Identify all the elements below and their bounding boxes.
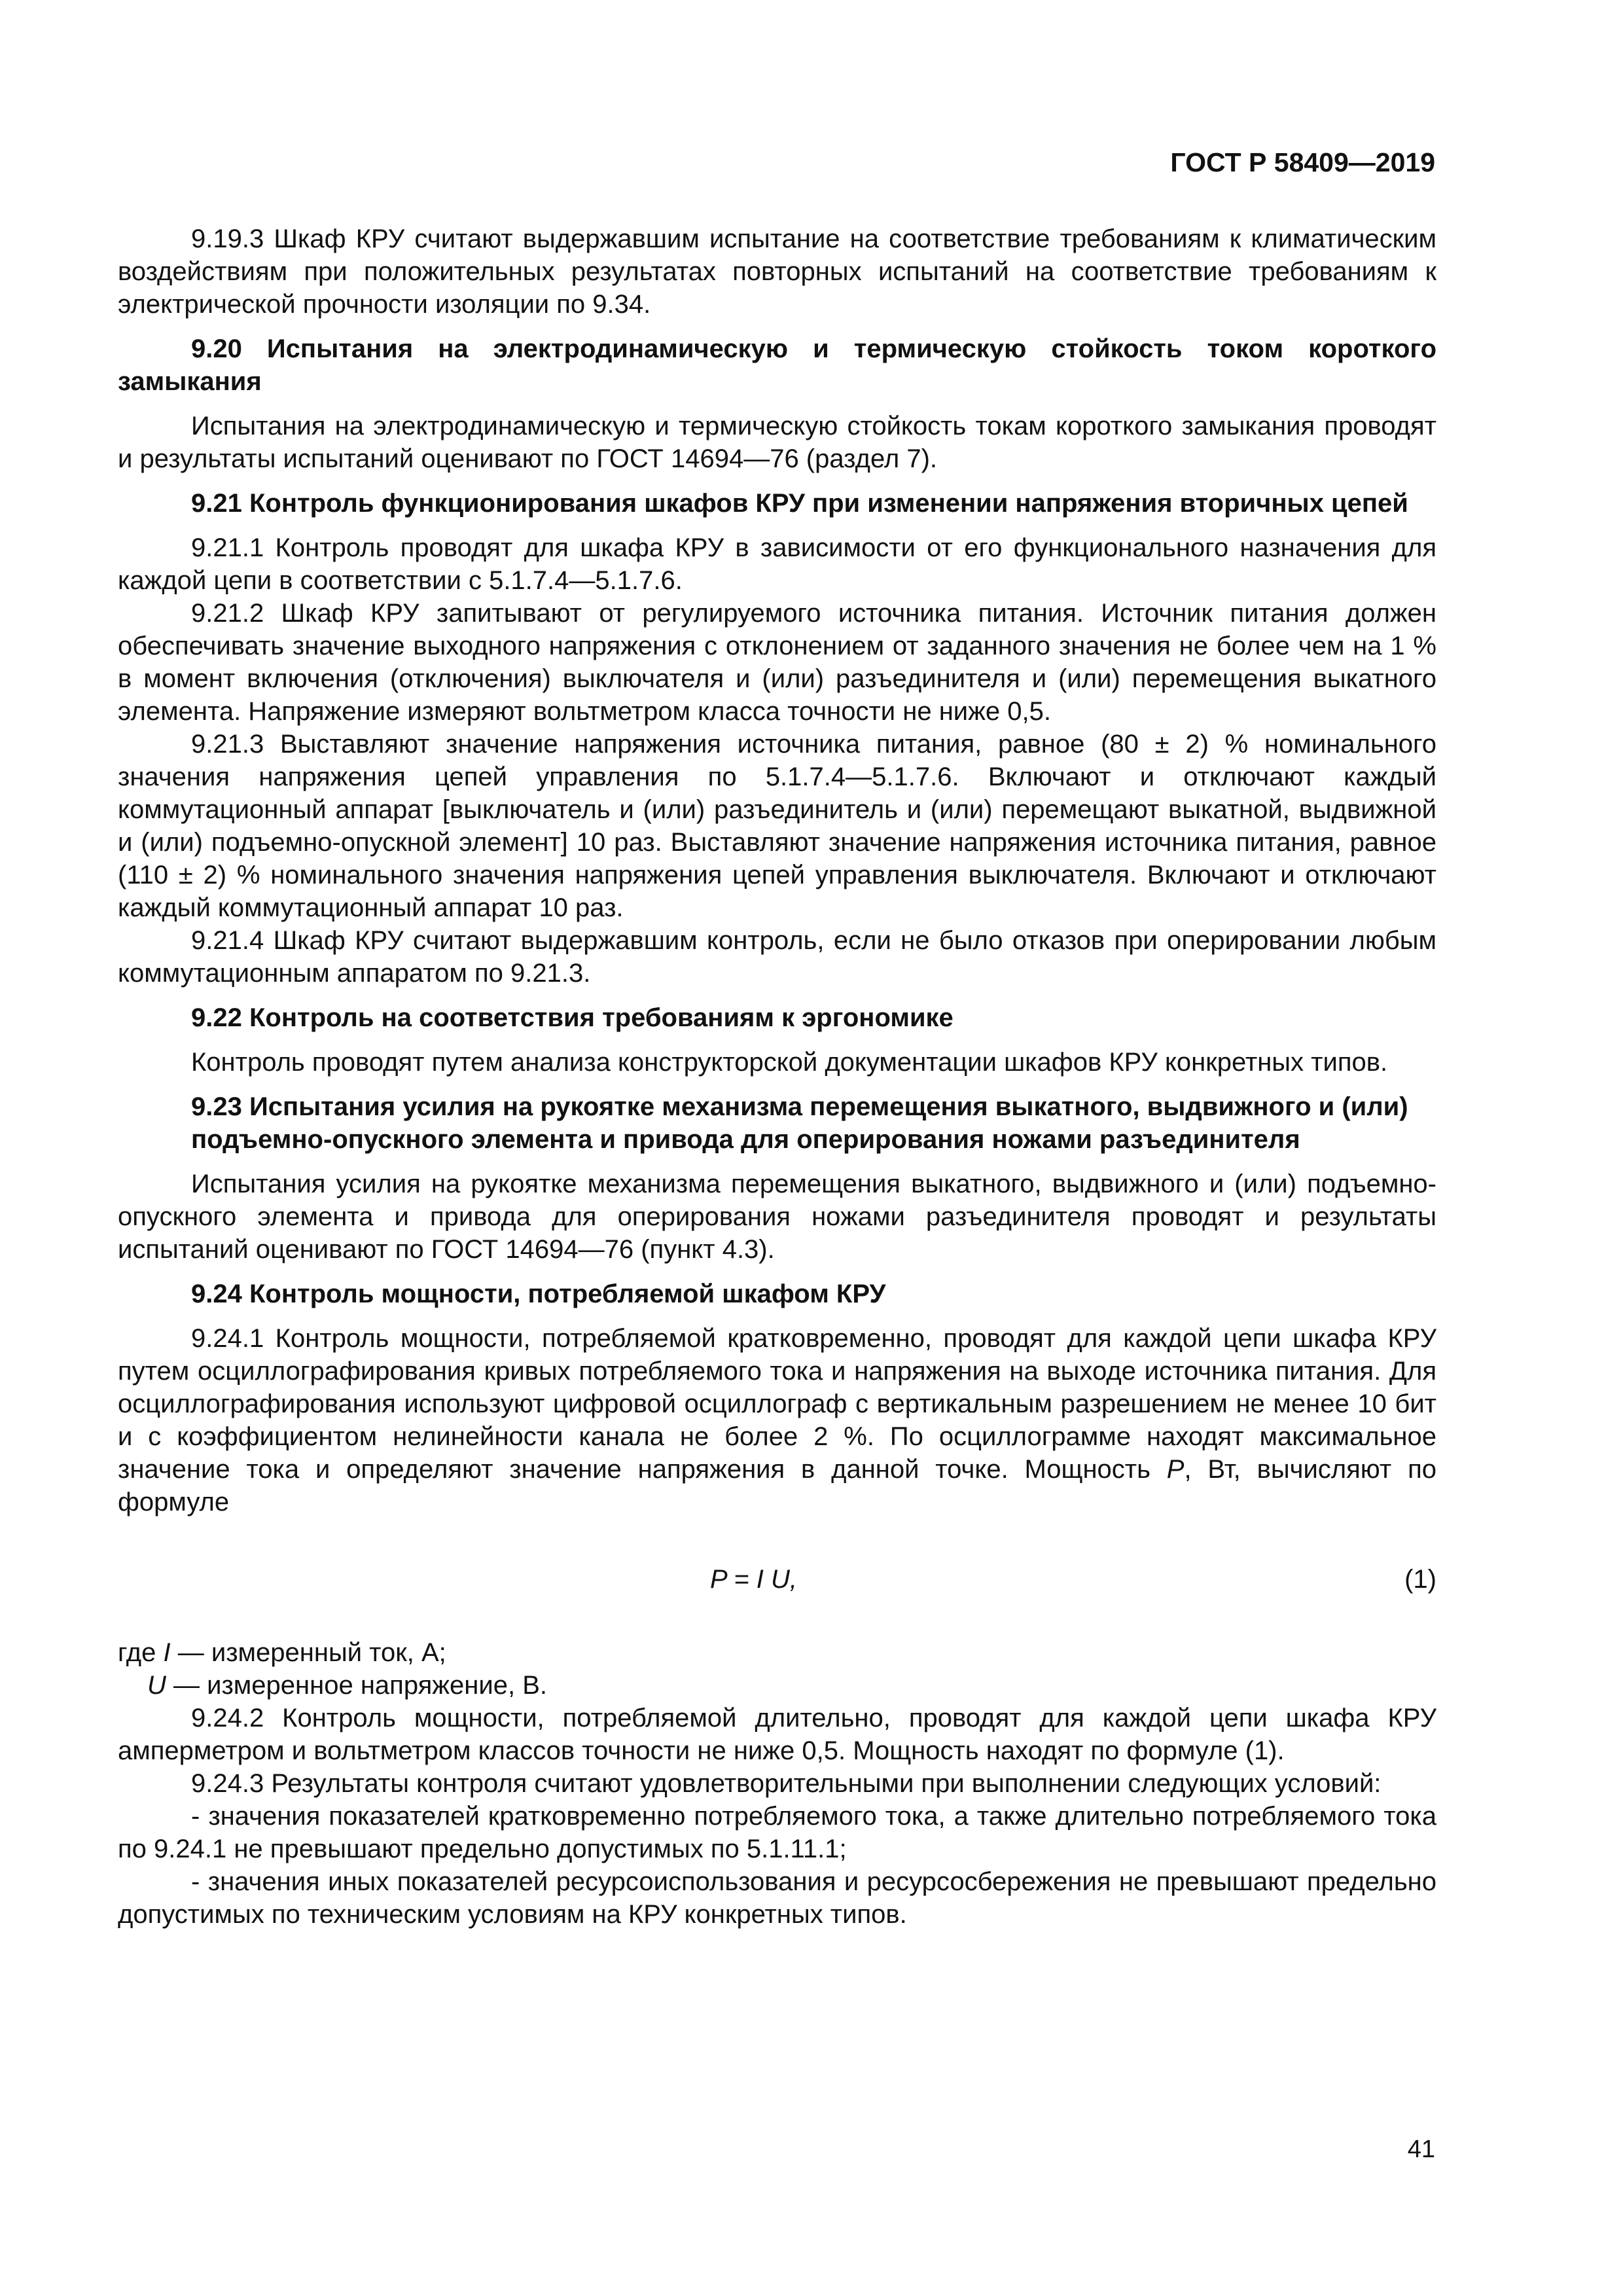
power-variable: P (1166, 1455, 1185, 1484)
list-item-2: - значения иных показателей ресурсоиспользования и ресурсосбережения не превышают предельно допустимых по техническим условиям на КРУ конкретных типов. (118, 1867, 1436, 1929)
heading-9-22: 9.22 Контроль на соответствия требованиям к эргономике (191, 1003, 954, 1032)
paragraph-9-21-4: 9.21.4 Шкаф КРУ считают выдержавшим контроль, если не было отказов при оперировании любым коммутационным аппаратом по 9.21.3. (118, 926, 1436, 988)
voltage-variable: U (147, 1671, 166, 1700)
where-current (118, 1636, 1436, 1669)
paragraph-9-21-2: 9.21.2 Шкаф КРУ запитывают от регулируемого источника питания. Источник питания должен обеспечивать значение выходного напряжения с отклонением от заданного значения не более чем на 1 % в момент включения (отключения) выключателя и (или) разъединителя и (или) перемещения выкатного элемента. Напряжение измеряют вольтметром класса точности не ниже 0,5. (118, 599, 1436, 726)
heading-9-23: 9.23 Испытания усилия на рукоятке механизма перемещения выкатного, выдвижного и (или) подъемно-опускного элемента и привода для оперирования ножами разъединителя (191, 1092, 1408, 1154)
paragraph-9-24-2: 9.24.2 Контроль мощности, потребляемой длительно, проводят для каждой цепи шкафа КРУ амперметром и вольтметром классов точности не ниже 0,5. Мощность находят по формуле (1). (118, 1704, 1436, 1765)
paragraph-9-20: Испытания на электродинамическую и термическую стойкость токам короткого замыкания проводят и результаты испытаний оценивают по ГОСТ 14694—76 (раздел 7). (118, 412, 1436, 473)
paragraph-9-19-3: 9.19.3 Шкаф КРУ считают выдержавшим испытание на соответствие требованиям к климатическим воздействиям при положительных результатах повторных испытаний на соответствие требованиям к электрической прочности изоляции по 9.34. (118, 224, 1436, 319)
paragraph-9-22: Контроль проводят путем анализа конструкторской документации шкафов КРУ конкретных типов. (191, 1048, 1388, 1077)
where-voltage (118, 1669, 1436, 1702)
current-variable: I (163, 1638, 171, 1667)
formula-number: (1) (1404, 1565, 1436, 1594)
where-prefix: где (118, 1638, 164, 1667)
page-content (118, 223, 1436, 1931)
paragraph-9-24-3: 9.24.3 Результаты контроля считают удовлетворительными при выполнении следующих условий: (191, 1769, 1382, 1798)
paragraph-9-21-3: 9.21.3 Выставляют значение напряжения источника питания, равное (80 ± 2) % номинального значения напряжения цепей управления по 5.1.7.4—5.1.7.6. Включают и отключают каждый коммутационный аппарат [выключатель и (или) разъединитель и (или) перемещают выкатной, выдвижной и (или) подъемно-опускной элемент] 10 раз. Выставляют значение напряжения источника питания, равное (110 ± 2) % номинального значения напряжения цепей управления выключателя. Включают и отключают каждый коммутационный аппарат 10 раз. (118, 730, 1436, 922)
heading-9-21: 9.21 Контроль функционирования шкафов КРУ при изменении напряжения вторичных цепей (191, 489, 1408, 518)
page-number: 41 (1407, 2136, 1435, 2163)
heading-9-20: 9.20 Испытания на электродинамическую и термическую стойкость током короткого замыкания (118, 334, 1436, 396)
formula-1 (118, 1563, 1436, 1600)
formula-expression: P = I U, (710, 1565, 798, 1594)
paragraph-9-24-1-text-a: 9.24.1 Контроль мощности, потребляемой кратковременно, проводят для каждой цепи шкафа КРУ путем осциллографирования кривых потребляемого тока и напряжения на выходе источника питания. Для осциллографирования используют цифровой осциллограф с вертикальным разрешением не менее 10 бит и с коэффициентом нелинейности канала не более 2 %. По осциллограмме находят максимальное значение тока и определяют значение напряжения в данной точке. Мощность (118, 1324, 1436, 1484)
heading-9-24: 9.24 Контроль мощности, потребляемой шкафом КРУ (191, 1280, 886, 1308)
list-item-1: - значения показателей кратковременно потребляемого тока, а также длительно потребляемого тока по 9.24.1 не превышают предельно допустимых по 5.1.11.1; (118, 1802, 1436, 1863)
paragraph-9-21-1: 9.21.1 Контроль проводят для шкафа КРУ в зависимости от его функционального назначения для каждой цепи в соответствии с 5.1.7.4—5.1.7.6. (118, 533, 1436, 595)
paragraph-9-24-1-text-b: , Вт, вычисляют по формуле (118, 1455, 1436, 1516)
standard-header: ГОСТ Р 58409—2019 (1170, 147, 1435, 177)
voltage-description: — измеренное напряжение, В. (166, 1671, 547, 1700)
paragraph-9-23: Испытания усилия на рукоятке механизма перемещения выкатного, выдвижного и (или) подъемно-опускного элемента и привода для оперирования ножами разъединителя проводят и результаты испытаний оценивают по ГОСТ 14694—76 (пункт 4.3). (118, 1170, 1436, 1264)
paragraph-9-24-1 (118, 1322, 1436, 1518)
current-description: — измеренный ток, А; (170, 1638, 446, 1667)
